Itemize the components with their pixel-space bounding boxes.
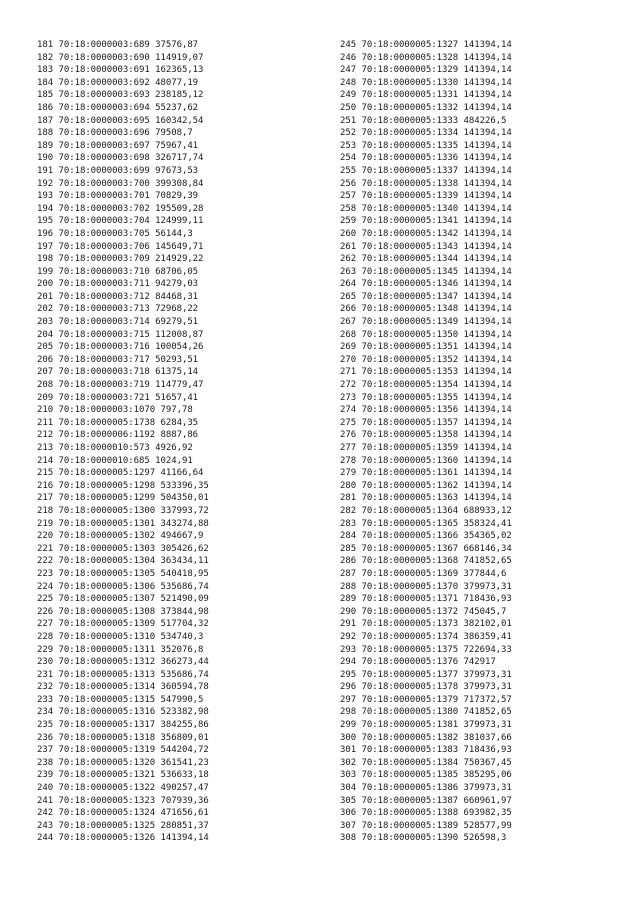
record-row: 197 70:18:0000003:706 145649,71 [37, 241, 204, 252]
record-row: 226 70:18:0000005:1308 373844,98 [37, 606, 209, 617]
record-row: 305 70:18:0000005:1387 660961,97 [340, 795, 512, 806]
record-row: 257 70:18:0000005:1339 141394,14 [340, 191, 512, 202]
record-row: 215 70:18:0000005:1297 41166,64 [37, 468, 204, 479]
record-row: 221 70:18:0000005:1303 305426,62 [37, 543, 209, 554]
record-row: 252 70:18:0000005:1334 141394,14 [340, 128, 512, 139]
record-row: 195 70:18:0000003:704 124999,11 [37, 216, 204, 227]
record-row: 227 70:18:0000005:1309 517704,32 [37, 619, 209, 630]
left-column [37, 39, 209, 845]
record-row: 288 70:18:0000005:1370 379973,31 [340, 581, 512, 592]
record-row: 222 70:18:0000005:1304 363434,11 [37, 556, 209, 567]
record-row: 233 70:18:0000005:1315 547990,5 [37, 694, 204, 705]
record-row: 271 70:18:0000005:1353 141394,14 [340, 367, 512, 378]
record-row: 230 70:18:0000005:1312 366273,44 [37, 657, 209, 668]
record-row: 298 70:18:0000005:1380 741852,65 [340, 707, 512, 718]
record-row: 277 70:18:0000005:1359 141394,14 [340, 443, 512, 453]
record-row: 203 70:18:0000003:714 69279,51 [37, 317, 199, 328]
record-row: 275 70:18:0000005:1357 141394,14 [340, 417, 512, 428]
record-row: 254 70:18:0000005:1336 141394,14 [340, 153, 512, 164]
record-row: 235 70:18:0000005:1317 384255,86 [37, 720, 209, 731]
record-row: 273 70:18:0000005:1355 141394,14 [340, 392, 512, 403]
record-row: 263 70:18:0000005:1345 141394,14 [340, 266, 512, 277]
record-row: 304 70:18:0000005:1386 379973,31 [340, 783, 512, 794]
right-column [340, 39, 512, 845]
record-row: 247 70:18:0000005:1329 141394,14 [340, 65, 512, 76]
record-row: 295 70:18:0000005:1377 379973,31 [340, 669, 512, 680]
record-row: 212 70:18:0000006:1192 8887,86 [37, 430, 199, 441]
record-row: 253 70:18:0000005:1335 141394,14 [340, 140, 512, 151]
record-row: 181 70:18:0000003:689 37576,87 [37, 40, 199, 50]
record-row: 294 70:18:0000005:1376 742917 [340, 657, 496, 668]
record-row: 182 70:18:0000003:690 114919,07 [37, 52, 204, 63]
record-row: 296 70:18:0000005:1378 379973,31 [340, 682, 512, 693]
record-row: 213 70:18:0000010:573 4926,92 [37, 443, 193, 453]
record-row: 194 70:18:0000003:702 195509,28 [37, 203, 204, 214]
record-row: 236 70:18:0000005:1318 356809,01 [37, 732, 209, 743]
record-row: 242 70:18:0000005:1324 471656,61 [37, 808, 209, 819]
record-row: 268 70:18:0000005:1350 141394,14 [340, 329, 512, 340]
record-row: 301 70:18:0000005:1383 718436,93 [340, 745, 512, 756]
record-row: 206 70:18:0000003:717 50293,51 [37, 354, 199, 365]
record-row: 189 70:18:0000003:697 75967,41 [37, 140, 199, 151]
record-row: 264 70:18:0000005:1346 141394,14 [340, 279, 512, 290]
record-row: 280 70:18:0000005:1362 141394,14 [340, 480, 512, 491]
record-row: 214 70:18:0000010:685 1024,91 [37, 455, 193, 466]
record-row: 303 70:18:0000005:1385 385295,06 [340, 770, 512, 781]
record-row: 261 70:18:0000005:1343 141394,14 [340, 241, 512, 252]
record-row: 232 70:18:0000005:1314 360594,78 [37, 682, 209, 693]
record-row: 192 70:18:0000003:700 399308,84 [37, 178, 204, 189]
record-row: 193 70:18:0000003:701 70829,39 [37, 191, 199, 202]
record-row: 282 70:18:0000005:1364 688933,12 [340, 505, 512, 516]
record-row: 290 70:18:0000005:1372 745045,7 [340, 606, 507, 617]
record-row: 291 70:18:0000005:1373 382102,01 [340, 619, 512, 630]
record-row: 267 70:18:0000005:1349 141394,14 [340, 317, 512, 328]
record-row: 219 70:18:0000005:1301 343274,88 [37, 518, 209, 529]
record-row: 183 70:18:0000003:691 162365,13 [37, 65, 204, 76]
record-row: 246 70:18:0000005:1328 141394,14 [340, 52, 512, 63]
record-row: 251 70:18:0000005:1333 484226,5 [340, 115, 507, 126]
record-row: 196 70:18:0000003:705 56144,3 [37, 228, 193, 239]
record-row: 224 70:18:0000005:1306 535686,74 [37, 581, 209, 592]
record-row: 287 70:18:0000005:1369 377844,6 [340, 568, 507, 579]
record-row: 217 70:18:0000005:1299 504350,01 [37, 493, 209, 504]
record-row: 269 70:18:0000005:1351 141394,14 [340, 342, 512, 353]
record-row: 245 70:18:0000005:1327 141394,14 [340, 40, 512, 50]
record-row: 188 70:18:0000003:696 79508,7 [37, 128, 193, 139]
record-row: 284 70:18:0000005:1366 354365,02 [340, 531, 512, 542]
record-row: 256 70:18:0000005:1338 141394,14 [340, 178, 512, 189]
record-row: 281 70:18:0000005:1363 141394,14 [340, 493, 512, 504]
record-row: 293 70:18:0000005:1375 722694,33 [340, 644, 512, 655]
record-row: 228 70:18:0000005:1310 534740,3 [37, 631, 204, 642]
record-row: 243 70:18:0000005:1325 280851,37 [37, 820, 209, 831]
record-row: 283 70:18:0000005:1365 358324,41 [340, 518, 512, 529]
record-row: 308 70:18:0000005:1390 526598,3 [340, 833, 507, 844]
record-row: 241 70:18:0000005:1323 707939,36 [37, 795, 209, 806]
record-row: 297 70:18:0000005:1379 717372,57 [340, 694, 512, 705]
record-row: 302 70:18:0000005:1384 750367,45 [340, 757, 512, 768]
record-row: 259 70:18:0000005:1341 141394,14 [340, 216, 512, 227]
record-row: 231 70:18:0000005:1313 535686,74 [37, 669, 209, 680]
record-row: 190 70:18:0000003:698 326717,74 [37, 153, 204, 164]
record-row: 276 70:18:0000005:1358 141394,14 [340, 430, 512, 441]
record-row: 225 70:18:0000005:1307 521490,09 [37, 594, 209, 605]
record-row: 187 70:18:0000003:695 160342,54 [37, 115, 204, 126]
record-row: 266 70:18:0000005:1348 141394,14 [340, 304, 512, 315]
record-row: 262 70:18:0000005:1344 141394,14 [340, 254, 512, 265]
record-row: 239 70:18:0000005:1321 536633,18 [37, 770, 209, 781]
record-row: 292 70:18:0000005:1374 386359,41 [340, 631, 512, 642]
record-row: 223 70:18:0000005:1305 540418,95 [37, 568, 209, 579]
record-row: 258 70:18:0000005:1340 141394,14 [340, 203, 512, 214]
record-row: 307 70:18:0000005:1389 528577,99 [340, 820, 512, 831]
record-row: 279 70:18:0000005:1361 141394,14 [340, 468, 512, 479]
record-row: 199 70:18:0000003:710 68706,05 [37, 266, 199, 277]
record-row: 218 70:18:0000005:1300 337993,72 [37, 505, 209, 516]
record-row: 285 70:18:0000005:1367 668146,34 [340, 543, 512, 554]
record-row: 244 70:18:0000005:1326 141394,14 [37, 833, 209, 844]
record-row: 249 70:18:0000005:1331 141394,14 [340, 90, 512, 101]
record-row: 200 70:18:0000003:711 94279,03 [37, 279, 199, 290]
record-row: 184 70:18:0000003:692 48077,19 [37, 77, 199, 88]
record-row: 270 70:18:0000005:1352 141394,14 [340, 354, 512, 365]
record-row: 216 70:18:0000005:1298 533396,35 [37, 480, 209, 491]
record-row: 208 70:18:0000003:719 114779,47 [37, 380, 204, 391]
record-row: 240 70:18:0000005:1322 490257,47 [37, 783, 209, 794]
record-row: 272 70:18:0000005:1354 141394,14 [340, 380, 512, 391]
record-row: 306 70:18:0000005:1388 693982,35 [340, 808, 512, 819]
record-row: 255 70:18:0000005:1337 141394,14 [340, 165, 512, 176]
record-row: 229 70:18:0000005:1311 352076,8 [37, 644, 204, 655]
record-row: 205 70:18:0000003:716 100054,26 [37, 342, 204, 353]
record-row: 278 70:18:0000005:1360 141394,14 [340, 455, 512, 466]
record-row: 248 70:18:0000005:1330 141394,14 [340, 77, 512, 88]
record-row: 198 70:18:0000003:709 214929,22 [37, 254, 204, 265]
record-row: 191 70:18:0000003:699 97673,53 [37, 165, 199, 176]
record-row: 211 70:18:0000005:1738 6284,35 [37, 417, 199, 428]
record-row: 289 70:18:0000005:1371 718436,93 [340, 594, 512, 605]
record-row: 238 70:18:0000005:1320 361541,23 [37, 757, 209, 768]
record-row: 265 70:18:0000005:1347 141394,14 [340, 291, 512, 302]
record-row: 209 70:18:0000003:721 51657,41 [37, 392, 199, 403]
record-row: 250 70:18:0000005:1332 141394,14 [340, 102, 512, 113]
record-row: 202 70:18:0000003:713 72968,22 [37, 304, 199, 315]
record-row: 207 70:18:0000003:718 61375,14 [37, 367, 199, 378]
record-row: 234 70:18:0000005:1316 523382,98 [37, 707, 209, 718]
record-row: 274 70:18:0000005:1356 141394,14 [340, 405, 512, 416]
record-row: 300 70:18:0000005:1382 381037,66 [340, 732, 512, 743]
record-row: 260 70:18:0000005:1342 141394,14 [340, 228, 512, 239]
record-row: 185 70:18:0000003:693 238185,12 [37, 90, 204, 101]
record-row: 299 70:18:0000005:1381 379973,31 [340, 720, 512, 731]
record-row: 220 70:18:0000005:1302 494667,9 [37, 531, 204, 542]
record-row: 201 70:18:0000003:712 84468,31 [37, 291, 199, 302]
record-row: 237 70:18:0000005:1319 544204,72 [37, 745, 209, 756]
record-row: 186 70:18:0000003:694 55237,62 [37, 102, 199, 113]
record-row: 210 70:18:0000003:1070 797,78 [37, 405, 193, 416]
record-row: 286 70:18:0000005:1368 741852,65 [340, 556, 512, 567]
record-row: 204 70:18:0000003:715 112008,87 [37, 329, 204, 340]
